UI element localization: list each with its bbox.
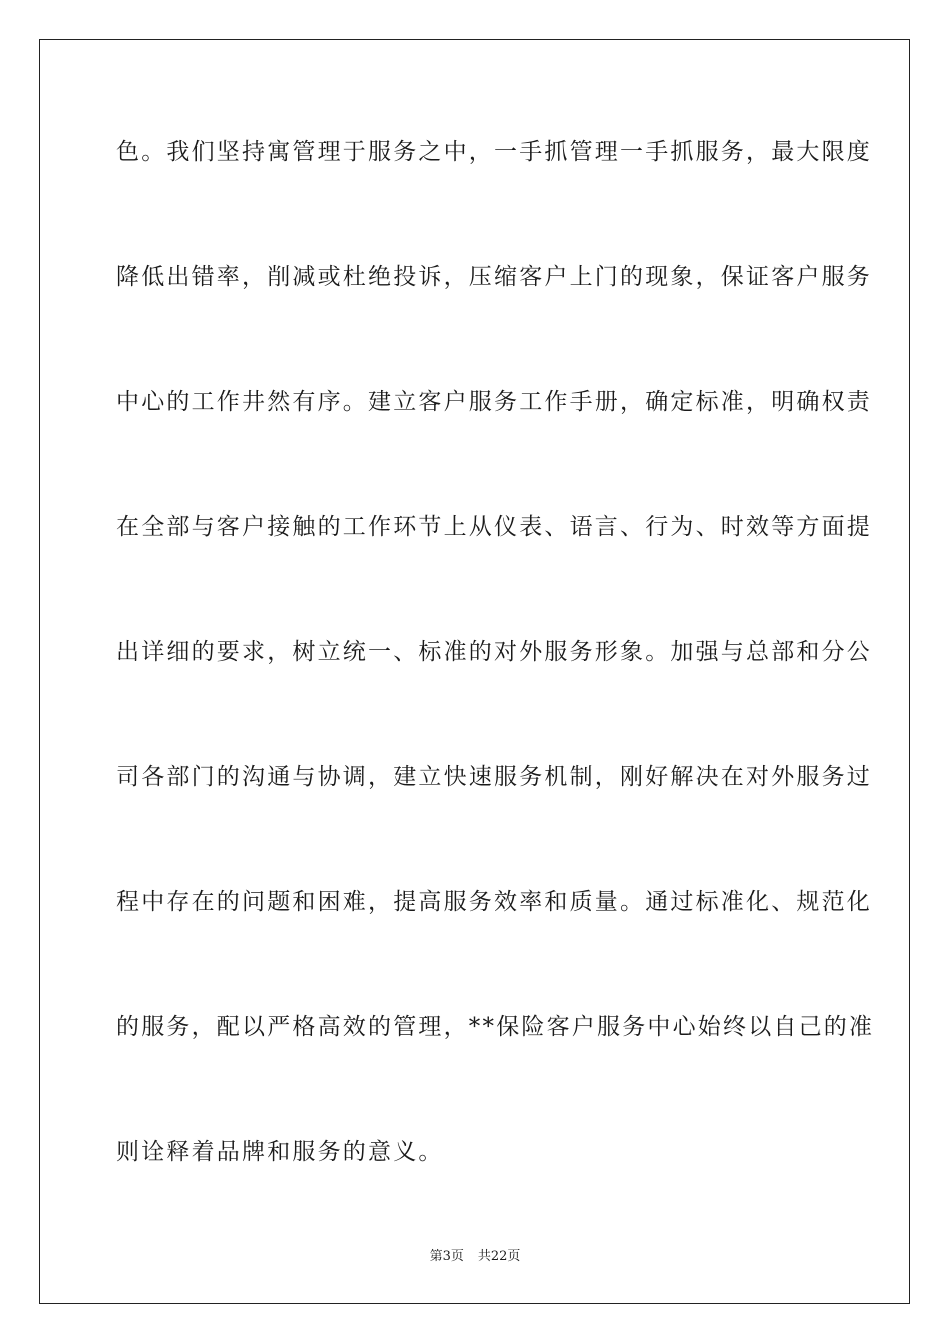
paragraph-line: 色。我们坚持寓管理于服务之中，一手抓管理一手抓服务，最大限度 <box>116 139 872 165</box>
page-total: 共22页 <box>477 1249 521 1264</box>
paragraph-line: 出详细的要求，树立统一、标准的对外服务形象。加强与总部和分公 <box>116 639 872 665</box>
paragraph-line: 降低出错率，削减或杜绝投诉，压缩客户上门的现象，保证客户服务 <box>116 264 872 290</box>
paragraph-line: 程中存在的问题和困难，提高服务效率和质量。通过标准化、规范化 <box>116 889 872 915</box>
paragraph-line: 的服务，配以严格高效的管理，**保险客户服务中心始终以自己的准 <box>116 1014 875 1040</box>
paragraph-line: 则诠释着品牌和服务的意义。 <box>116 1139 444 1165</box>
paragraph-line: 中心的工作井然有序。建立客户服务工作手册，确定标准，明确权责 <box>116 389 872 415</box>
paragraph-line: 司各部门的沟通与协调，建立快速服务机制，刚好解决在对外服务过 <box>116 764 872 790</box>
paragraph-line: 在全部与客户接触的工作环节上从仪表、语言、行为、时效等方面提 <box>116 514 872 540</box>
page-border <box>39 39 910 1304</box>
page-number: 第3页 <box>429 1249 464 1264</box>
page-footer <box>0 1248 950 1266</box>
